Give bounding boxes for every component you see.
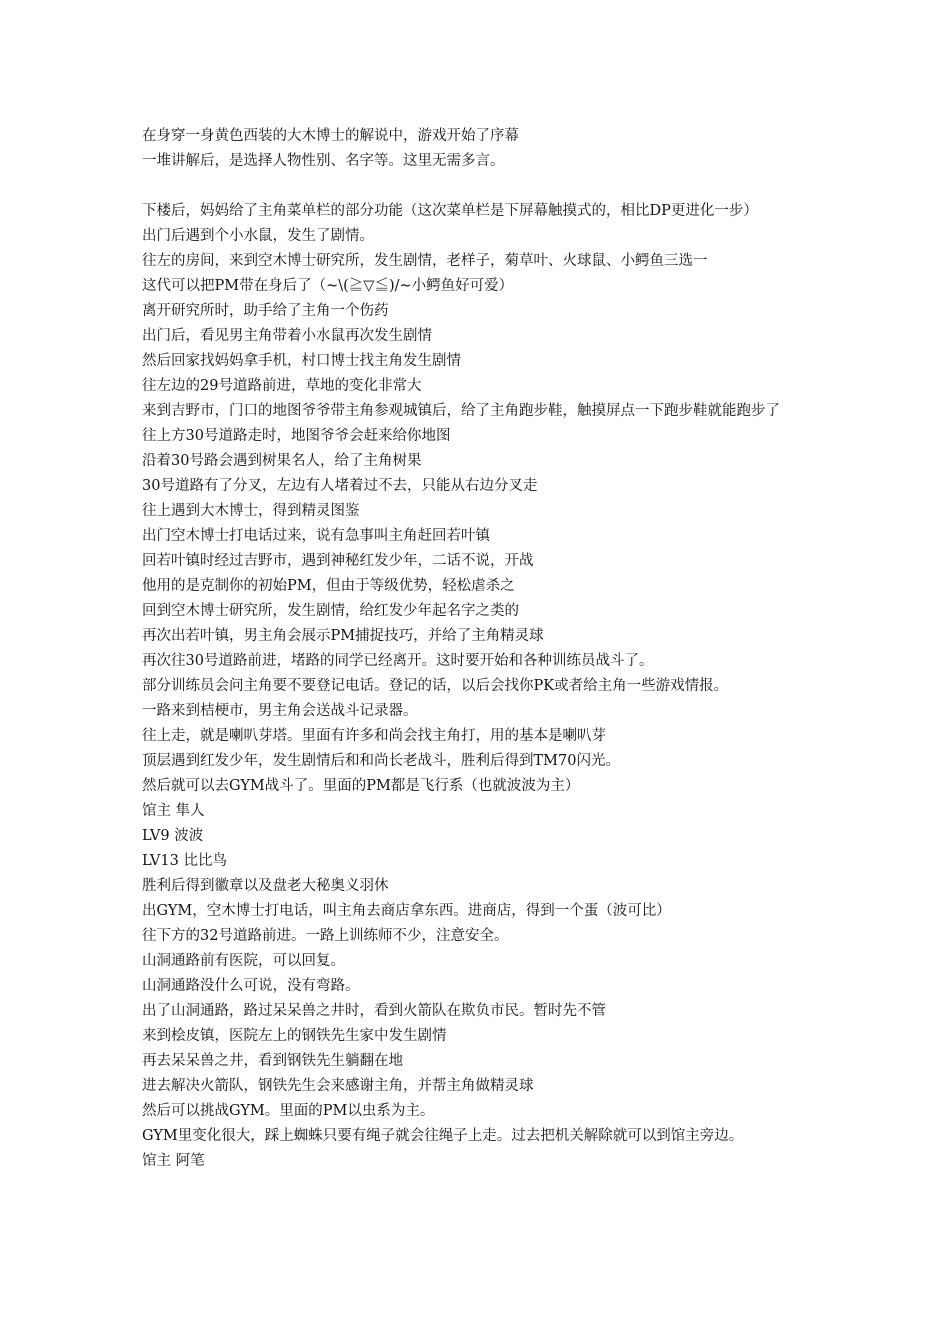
text-line: 回若叶镇时经过吉野市，遇到神秘红发少年，二话不说，开战 bbox=[142, 553, 534, 569]
text-line: 往上走，就是喇叭芽塔。里面有许多和尚会找主角打，用的基本是喇叭芽 bbox=[142, 728, 606, 744]
text-line: 这代可以把PM带在身后了（~\(≧▽≦)/~小鳄鱼好可爱） bbox=[142, 278, 514, 294]
text-line: 然后回家找妈妈拿手机，村口博士找主角发生剧情 bbox=[142, 353, 461, 369]
text-line: 然后可以挑战GYM。里面的PM以虫系为主。 bbox=[142, 1103, 435, 1119]
text-line: 部分训练员会问主角要不要登记电话。登记的话，以后会找你PK或者给主角一些游戏情报。 bbox=[142, 678, 729, 694]
text-line: 下楼后，妈妈给了主角菜单栏的部分功能（这次菜单栏是下屏幕触摸式的，相比DP更进化一步） bbox=[142, 203, 758, 219]
text-line: 离开研究所时，助手给了主角一个伤药 bbox=[142, 303, 389, 319]
text-line: 一堆讲解后，是选择人物性别、名字等。这里无需多言。 bbox=[142, 153, 505, 169]
text-line: 往上遇到大木博士，得到精灵图鉴 bbox=[142, 503, 360, 519]
text-line: 山洞通路没什么可说，没有弯路。 bbox=[142, 978, 360, 994]
text-line: 再次出若叶镇，男主角会展示PM捕捉技巧，并给了主角精灵球 bbox=[142, 628, 544, 644]
text-line: 出GYM，空木博士打电话，叫主角去商店拿东西。进商店，得到一个蛋（波可比） bbox=[142, 903, 671, 919]
text-line: 30号道路有了分叉，左边有人堵着过不去，只能从右边分叉走 bbox=[142, 478, 538, 494]
text-line: 馆主 隼人 bbox=[142, 803, 205, 819]
text-line: 他用的是克制你的初始PM，但由于等级优势，轻松虐杀之 bbox=[142, 578, 515, 594]
text-line: 出门后遇到个小水鼠，发生了剧情。 bbox=[142, 228, 374, 244]
blank-line bbox=[142, 174, 818, 199]
text-line: 往左的房间，来到空木博士研究所，发生剧情，老样子，菊草叶、火球鼠、小鳄鱼三选一 bbox=[142, 253, 708, 269]
text-line: 然后就可以去GYM战斗了。里面的PM都是飞行系（也就波波为主） bbox=[142, 778, 580, 794]
text-line: 馆主 阿笔 bbox=[142, 1153, 205, 1169]
text-line: GYM里变化很大，踩上蜘蛛只要有绳子就会往绳子上走。过去把机关解除就可以到馆主旁边。 bbox=[142, 1128, 744, 1144]
text-line: 胜利后得到徽章以及盘老大秘奥义羽休 bbox=[142, 878, 389, 894]
text-line: 一路来到桔梗市，男主角会送战斗记录器。 bbox=[142, 703, 418, 719]
text-line: 在身穿一身黄色西装的大木博士的解说中，游戏开始了序幕 bbox=[142, 128, 519, 144]
text-line: 来到桧皮镇，医院左上的钢铁先生家中发生剧情 bbox=[142, 1028, 447, 1044]
text-line: 往下方的32号道路前进。一路上训练师不少，注意安全。 bbox=[142, 928, 509, 944]
text-line: 回到空木博士研究所，发生剧情，给红发少年起名字之类的 bbox=[142, 603, 519, 619]
text-line: LV13 比比鸟 bbox=[142, 853, 227, 869]
document-body bbox=[142, 124, 818, 1174]
text-line: 沿着30号路会遇到树果名人，给了主角树果 bbox=[142, 453, 422, 469]
text-line: 再去呆呆兽之井，看到钢铁先生躺翻在地 bbox=[142, 1053, 403, 1069]
text-line: 出门空木博士打电话过来，说有急事叫主角赶回若叶镇 bbox=[142, 528, 490, 544]
text-line: LV9 波波 bbox=[142, 828, 204, 844]
text-line: 顶层遇到红发少年，发生剧情后和和尚长老战斗，胜利后得到TM70闪光。 bbox=[142, 753, 620, 769]
text-line: 再次往30号道路前进，堵路的同学已经离开。这时要开始和各种训练员战斗了。 bbox=[142, 653, 654, 669]
text-line: 山洞通路前有医院，可以回复。 bbox=[142, 953, 345, 969]
text-line: 来到吉野市，门口的地图爷爷带主角参观城镇后，给了主角跑步鞋，触摸屏点一下跑步鞋就能跑步了 bbox=[142, 403, 780, 419]
text-line: 往上方30号道路走时，地图爷爷会赶来给你地图 bbox=[142, 428, 451, 444]
text-line: 出门后，看见男主角带着小水鼠再次发生剧情 bbox=[142, 328, 432, 344]
text-line: 进去解决火箭队，钢铁先生会来感谢主角，并帮主角做精灵球 bbox=[142, 1078, 534, 1094]
text-line: 往左边的29号道路前进，草地的变化非常大 bbox=[142, 378, 422, 394]
text-line: 出了山洞通路，路过呆呆兽之井时，看到火箭队在欺负市民。暂时先不管 bbox=[142, 1003, 606, 1019]
